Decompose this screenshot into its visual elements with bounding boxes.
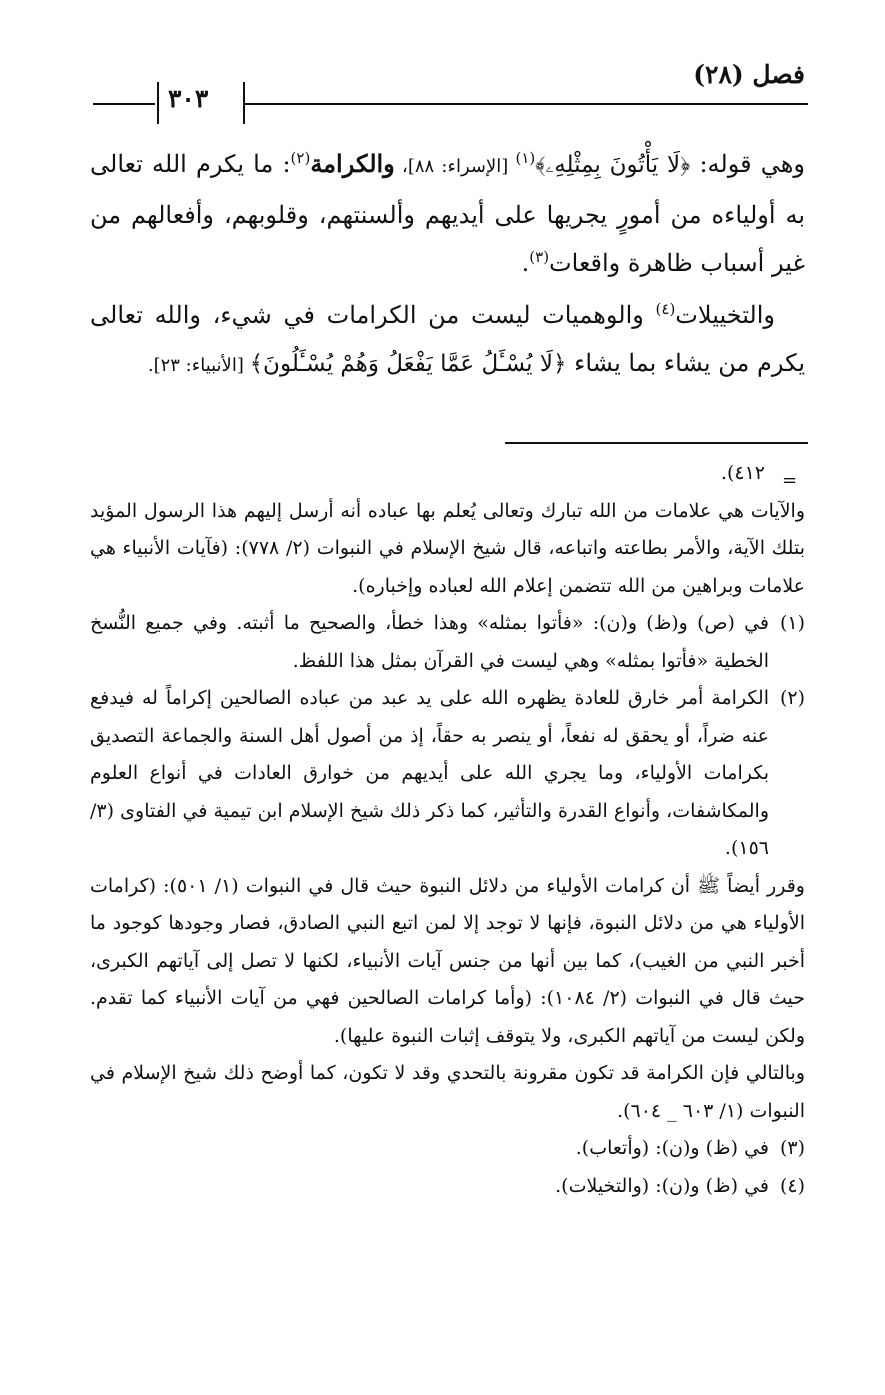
verse-citation: [الأنبياء: ٢٣]. [147,355,250,376]
header-rule-right [245,103,808,105]
footnote-number: (١) [779,612,805,634]
footnote-item: (٤) في (ظ) و(ن): (والتخيلات). [90,1168,805,1206]
main-text [90,140,805,390]
footnote-marker: (٣) [529,248,550,266]
footnote-item: (٣) في (ظ) و(ن): (وأتعاب). [90,1130,805,1168]
footnote-item: (٢) الكرامة أمر خارق للعادة يظهره الله على يد عبد من عباده الصالحين إكراماً له فيدفع عنه ضراً، أو يحقق له نفعاً، أو ينصر به حقاً، إذ من أصول أهل السنة والجماعة التصديق بكرامات الأولياء، وما يجري الله على أيديهم من خوارق العادات في أنواع العلوم والمكاشفات، وأنواع القدرة والتأثير، كما ذكر ذلك شيخ الإسلام ابن تيمية في الفتاوى (٣/ ١٥٦). [90,680,805,868]
footnote-paragraph: وبالتالي فإن الكرامة قد تكون مقرونة بالتحدي وقد لا تكون، كما أوضح ذلك شيخ الإسلام في النبوات (١/ ٦٠٣ _ ٦٠٤). [90,1062,805,1122]
header-divider-left [157,82,159,124]
quran-verse: ﴿لَا يَأْتُونَ بِمِثْلِهِۦ﴾ [535,152,691,178]
footnote-marker: (٢) [290,149,311,167]
footnote-marker: (٤) [655,300,676,318]
main-paragraph: وهي قوله: ﴿لَا يَأْتُونَ بِمِثْلِهِۦ﴾$^{(١)}$ [الإسراء: ٨٨]، والكرامة$^{(٢)}$: ما يكرم الله تعالى به أولياءه من أمورٍ يجريها على أيديهم وألسنتهم، وقلوبهم، وأفعالهم من غير أسباب ظاهرة واقعات$^{(٣)}$. [90,149,806,277]
footnote-number: (٣) [779,1137,805,1159]
chapter-title: فصل (٢٨) [693,60,805,89]
footnote-paragraph: وقرر أيضاً ﷺ أن كرامات الأولياء من دلائل النبوة حيث قال في النبوات (١/ ٥٠١): (كرامات الأولياء هي من دلائل النبوة، فإنها لا توجد إلا لمن اتبع النبي الصادق، فصار وجودها كوجود ما أخبر النبي من الغيب)، كما بين أنها من جنس آيات الأنبياء، لكنها لا تصل إلى آياتهم الكبرى، حيث قال في النبوات (٢/ ١٠٨٤): (وأما كرامات الصالحين فهي من آيات الأنبياء كما تقدم. ولكن ليست من آياتهم الكبرى، ولا يتوقف إثبات النبوة عليها). [90,874,805,1047]
footnote-marker: (١) [515,149,536,167]
term-karama: والكرامة [310,149,395,178]
verse-citation: [الإسراء: ٨٨]، [394,156,516,177]
quran-verse: ﴿لَا يُسْـَٔلُ عَمَّا يَفْعَلُ وَهُمْ يُسْـَٔلُونَ﴾ [249,351,567,377]
header-rule-left [93,103,155,105]
footnote-continuation-lead: ٤١٢). [720,462,765,484]
footnote-continuation: والآيات هي علامات من الله تبارك وتعالى يُعلم بها عباده أنه أرسل إليهم هذا الرسول المؤيد بتلك الآية، والأمر بطاعته واتباعه، قال شيخ الإسلام في النبوات (٢/ ٧٧٨): (فآيات الأنبياء هي علامات وبراهين من الله تتضمن إعلام الله لعباده وإخباره). [90,499,805,597]
footnote-number: (٢) [779,687,805,709]
footnotes [90,455,805,1205]
continuation-mark: = [782,470,798,491]
main-paragraph: والتخييلات$^{(٤)}$ والوهميات ليست من الكرامات في شيء، والله تعالى يكرم من يشاء بما يشاء ﴿لَا يُسْـَٔلُ عَمَّا يَفْعَلُ وَهُمْ يُسْـَٔلُونَ﴾ [الأنبياء: ٢٣]. [90,300,805,377]
page-number: ٣٠٣ [168,84,209,113]
footnote-separator [505,442,808,444]
footnote-number: (٤) [779,1174,805,1197]
footnote-item: (١) في (ص) و(ظ) و(ن): «فأتوا بمثله» وهذا خطأ، والصحيح ما أثبته. وفي جميع النُّسخ الخطية «فأتوا بمثله» وهي ليست في القرآن بمثل هذا اللفظ. [90,605,805,680]
